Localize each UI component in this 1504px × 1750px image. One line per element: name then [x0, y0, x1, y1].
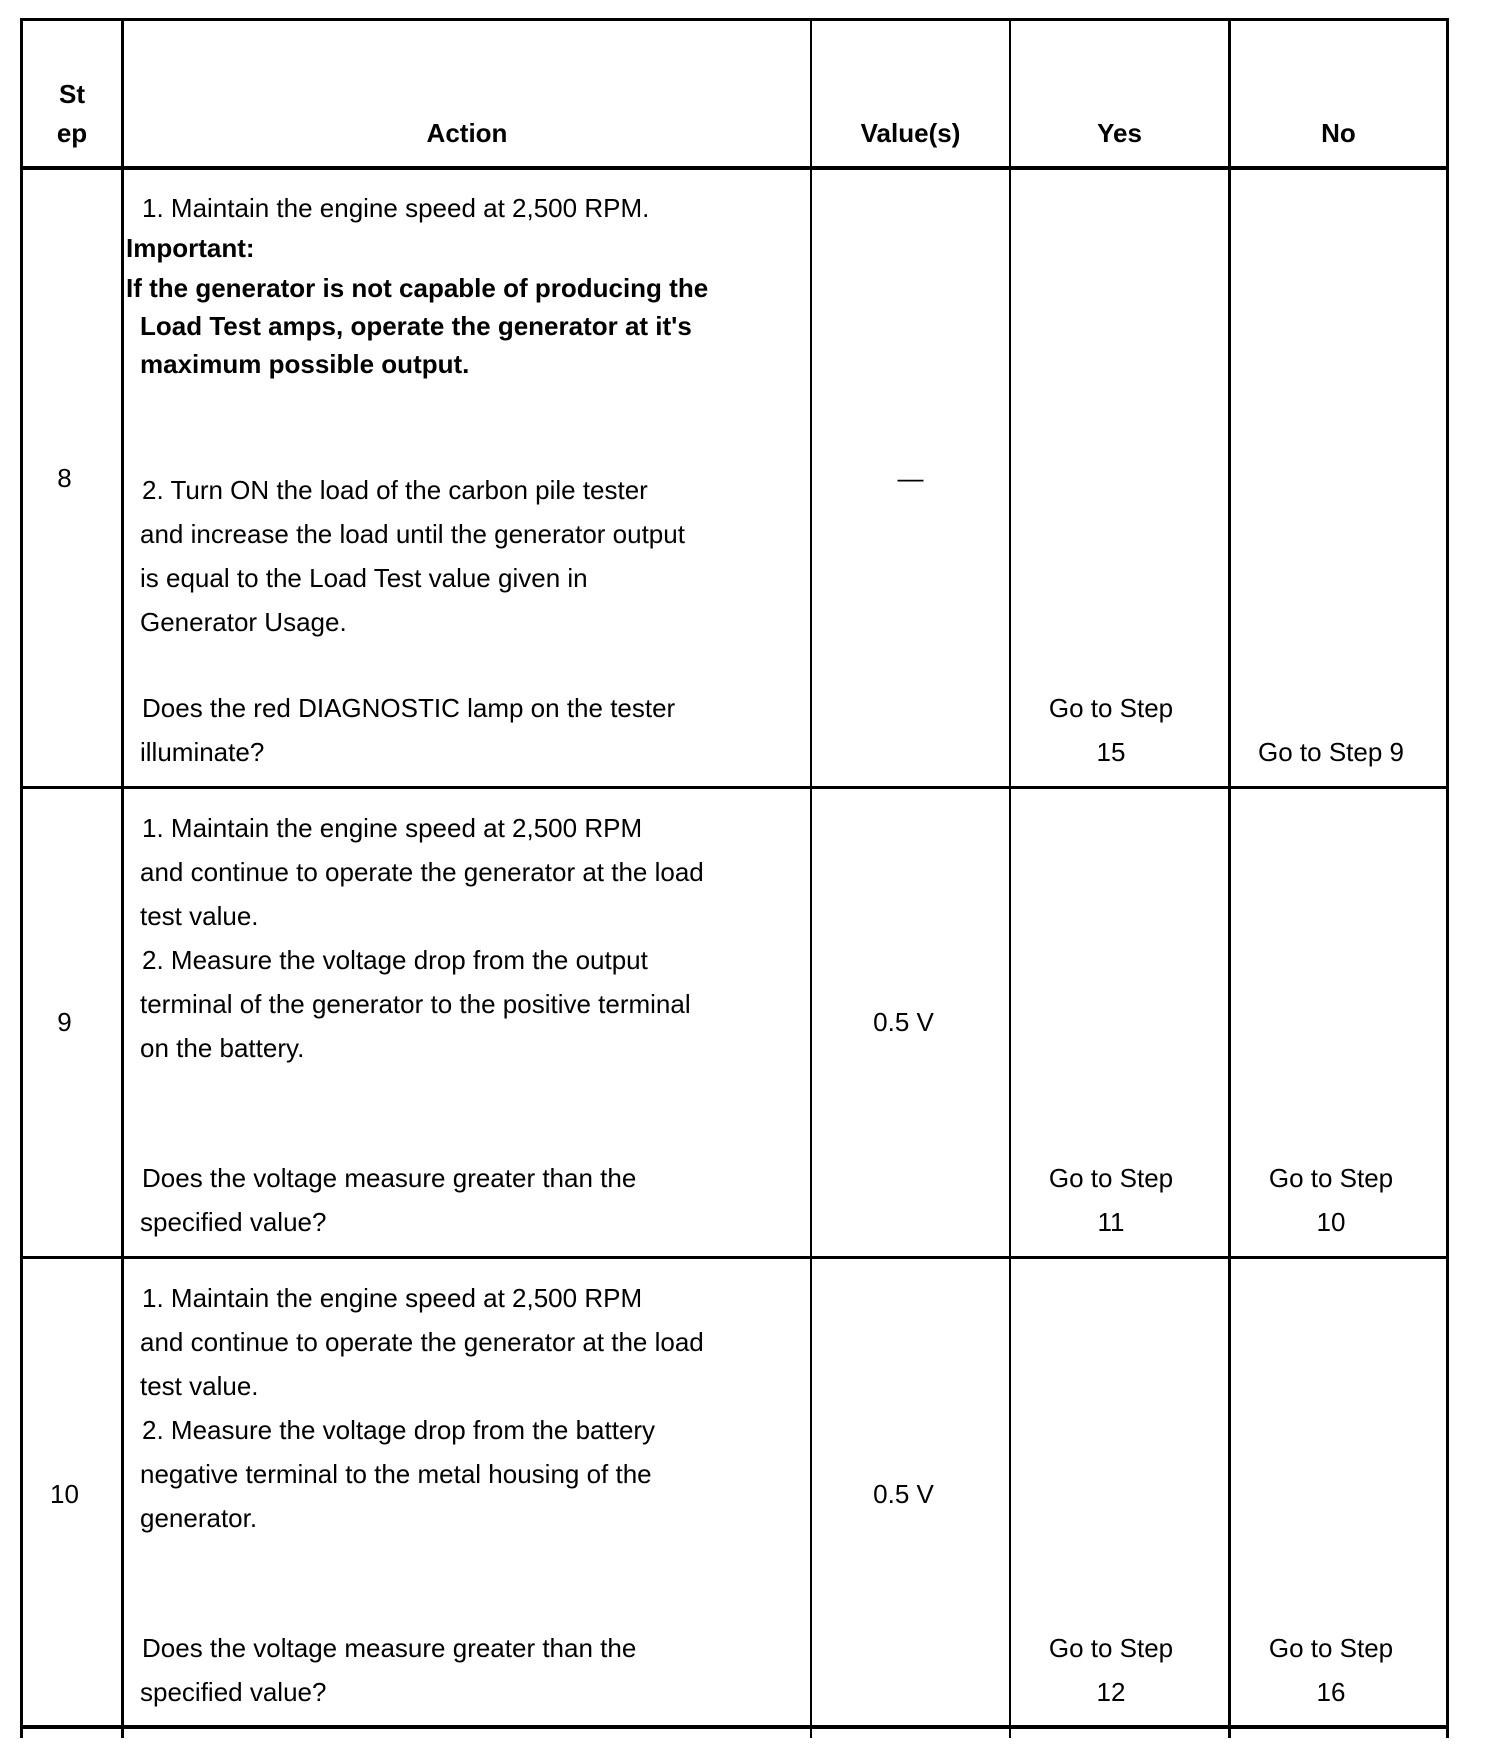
- column-divider-yes: [1228, 18, 1231, 1738]
- table-border-top: [20, 18, 1449, 21]
- header-step-line-2: ep: [56, 118, 88, 148]
- value-cell: 0.5 V: [873, 1479, 934, 1509]
- row-divider-8-9: [20, 786, 1449, 789]
- value-cell: 0.5 V: [873, 1007, 934, 1037]
- row-divider-9-10: [20, 1256, 1449, 1259]
- action-text-line: on the battery.: [140, 1033, 305, 1063]
- question-text-line: specified value?: [140, 1207, 327, 1237]
- action-text-line: is equal to the Load Test value given in: [140, 563, 588, 593]
- action-text-line: 1. Maintain the engine speed at 2,500 RPM: [142, 813, 643, 843]
- header-values: Value(s): [860, 118, 961, 148]
- action-text-line: 2. Measure the voltage drop from the output: [142, 945, 648, 975]
- question-text-line: Does the red DIAGNOSTIC lamp on the tester: [142, 693, 676, 723]
- table-border-bottom: [20, 1725, 1449, 1729]
- no-cell-line: Go to Step 9: [1258, 737, 1404, 767]
- action-text-line: and continue to operate the generator at the load: [140, 1327, 704, 1357]
- header-step-line-1: St: [59, 79, 85, 109]
- step-number: 8: [57, 463, 72, 493]
- header-divider: [20, 166, 1449, 170]
- action-text-line: test value.: [140, 1371, 259, 1401]
- action-text-line: test value.: [140, 901, 259, 931]
- yes-cell-line: 15: [1096, 737, 1126, 767]
- column-divider-values: [1009, 18, 1011, 1738]
- yes-cell-line: Go to Step: [1048, 1633, 1174, 1663]
- action-text-line: terminal of the generator to the positive terminal: [140, 989, 691, 1019]
- yes-cell-line: 11: [1097, 1207, 1125, 1237]
- yes-cell-line: 12: [1096, 1677, 1126, 1707]
- no-cell-line: Go to Step: [1268, 1163, 1394, 1193]
- action-text-line: 1. Maintain the engine speed at 2,500 RPM: [142, 1283, 643, 1313]
- no-cell-line: 10: [1316, 1207, 1346, 1237]
- header-no: No: [1321, 118, 1356, 148]
- important-note-line: Load Test amps, operate the generator at it's: [140, 311, 692, 341]
- question-text-line: Does the voltage measure greater than the: [142, 1163, 637, 1193]
- yes-cell-line: Go to Step: [1048, 1163, 1174, 1193]
- action-text-line: generator.: [140, 1503, 258, 1533]
- important-label: Important:: [126, 233, 255, 263]
- question-text-line: specified value?: [140, 1677, 327, 1707]
- important-note-line: If the generator is not capable of producing the: [126, 273, 709, 303]
- action-text-line: 2. Measure the voltage drop from the battery: [142, 1415, 656, 1445]
- table-border-right: [1446, 18, 1449, 1738]
- important-note-line: maximum possible output.: [140, 349, 470, 379]
- header-action: Action: [426, 118, 508, 148]
- no-cell-line: 16: [1316, 1677, 1346, 1707]
- action-text-line: 2. Turn ON the load of the carbon pile tester: [142, 475, 648, 505]
- column-divider-step: [121, 18, 124, 1738]
- action-text-line: 1. Maintain the engine speed at 2,500 RPM.: [142, 193, 650, 223]
- question-text-line: illuminate?: [140, 737, 265, 767]
- action-text-line: and continue to operate the generator at the load: [140, 857, 704, 887]
- action-text-line: negative terminal to the metal housing of the: [140, 1459, 652, 1489]
- no-cell-line: Go to Step: [1268, 1633, 1394, 1663]
- question-text-line: Does the voltage measure greater than the: [142, 1633, 637, 1663]
- yes-cell-line: Go to Step: [1048, 693, 1174, 723]
- header-yes: Yes: [1097, 118, 1142, 148]
- value-cell: —: [897, 463, 924, 493]
- step-number: 9: [57, 1007, 72, 1037]
- step-number: 10: [50, 1479, 79, 1509]
- action-text-line: and increase the load until the generator output: [140, 519, 685, 549]
- action-text-line: Generator Usage.: [140, 607, 347, 637]
